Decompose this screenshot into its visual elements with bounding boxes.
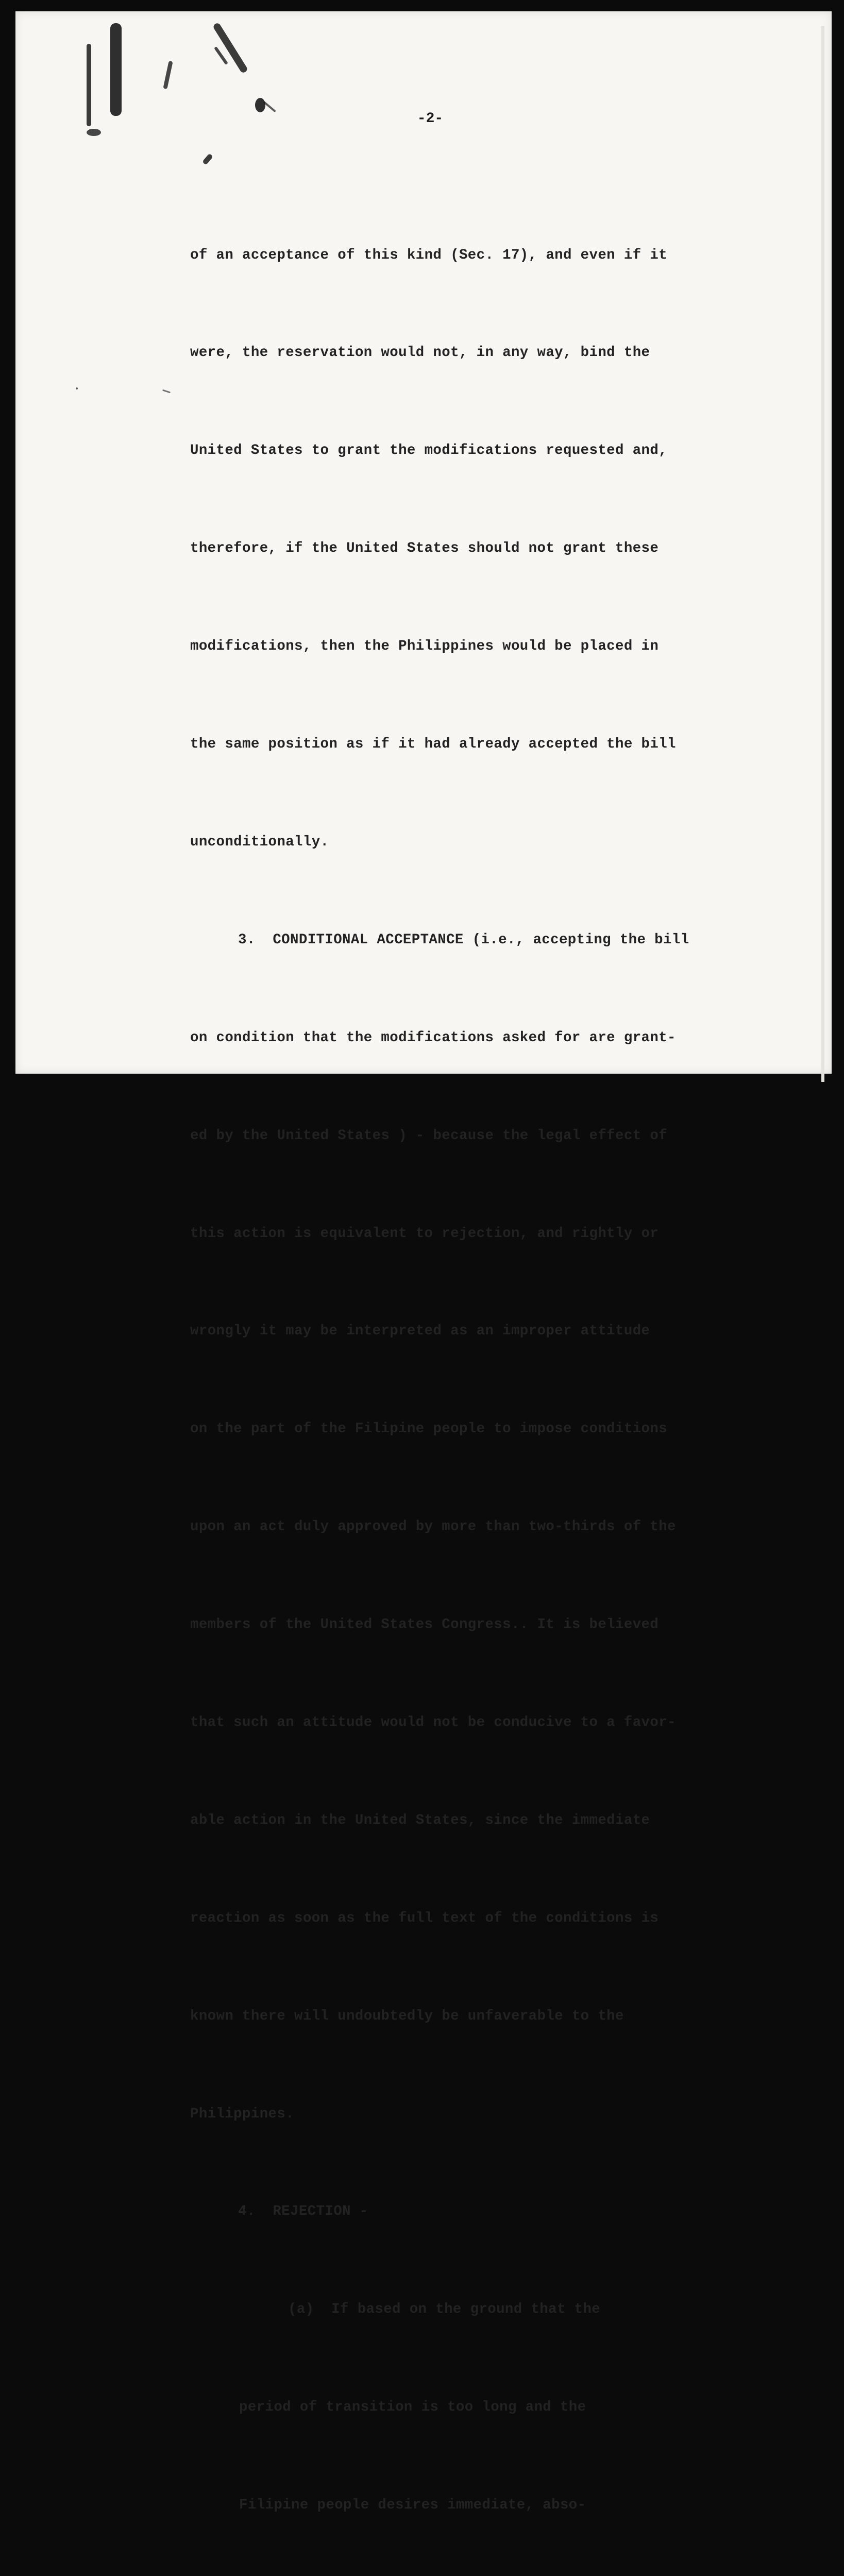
text-line: this action is equivalent to rejection, and rightly or — [190, 1225, 659, 1242]
page-edge — [821, 26, 824, 1082]
text-line: the same position as if it had already accepted the bill — [190, 736, 676, 753]
page-number: -2- — [417, 111, 444, 127]
text-line: ed by the United States ) - because the legal effect of — [190, 1127, 668, 1144]
text-line: reaction as soon as the full text of the conditions is — [190, 1910, 659, 1926]
text-line: unconditionally. — [190, 834, 329, 850]
text-line: known there will undoubtedly be unfaverable to the — [190, 2008, 624, 2024]
text-line: on condition that the modifications asked for are grant- — [190, 1029, 676, 1046]
text-line: on the part of the Filipine people to impose conditions — [190, 1421, 668, 1437]
document-body — [190, 174, 736, 2576]
text-line: period of transition is too long and the — [239, 2399, 586, 2416]
text-line: that such an attitude would not be conducive to a favor- — [190, 1714, 676, 1731]
section-heading-3: 3. CONDITIONAL ACCEPTANCE (i.e., accepting the bill — [238, 931, 689, 948]
section-heading-4: 4. REJECTION - — [238, 2204, 368, 2220]
text-line: wrongly it may be interpreted as an improper attitude — [190, 1323, 650, 1340]
text-line: members of the United States Congress.. It is believed — [190, 1617, 659, 1633]
text-line: Philippines. — [190, 2106, 295, 2122]
text-line: modifications, then the Philippines would be placed in — [190, 638, 659, 655]
subsection-a: (a) If based on the ground that the — [288, 2301, 601, 2318]
text-line: United States to grant the modifications requested and, — [190, 443, 668, 459]
text-line: upon an act duly approved by more than two-thirds of the — [190, 1519, 676, 1535]
text-line: therefore, if the United States should not grant these — [190, 540, 659, 557]
text-line: were, the reservation would not, in any way, bind the — [190, 345, 650, 361]
text-line: of an acceptance of this kind (Sec. 17), and even if it — [190, 247, 668, 263]
text-line: Filipine people desires immediate, abso- — [239, 2497, 586, 2514]
text-line: able action in the United States, since the immediate — [190, 1812, 650, 1828]
